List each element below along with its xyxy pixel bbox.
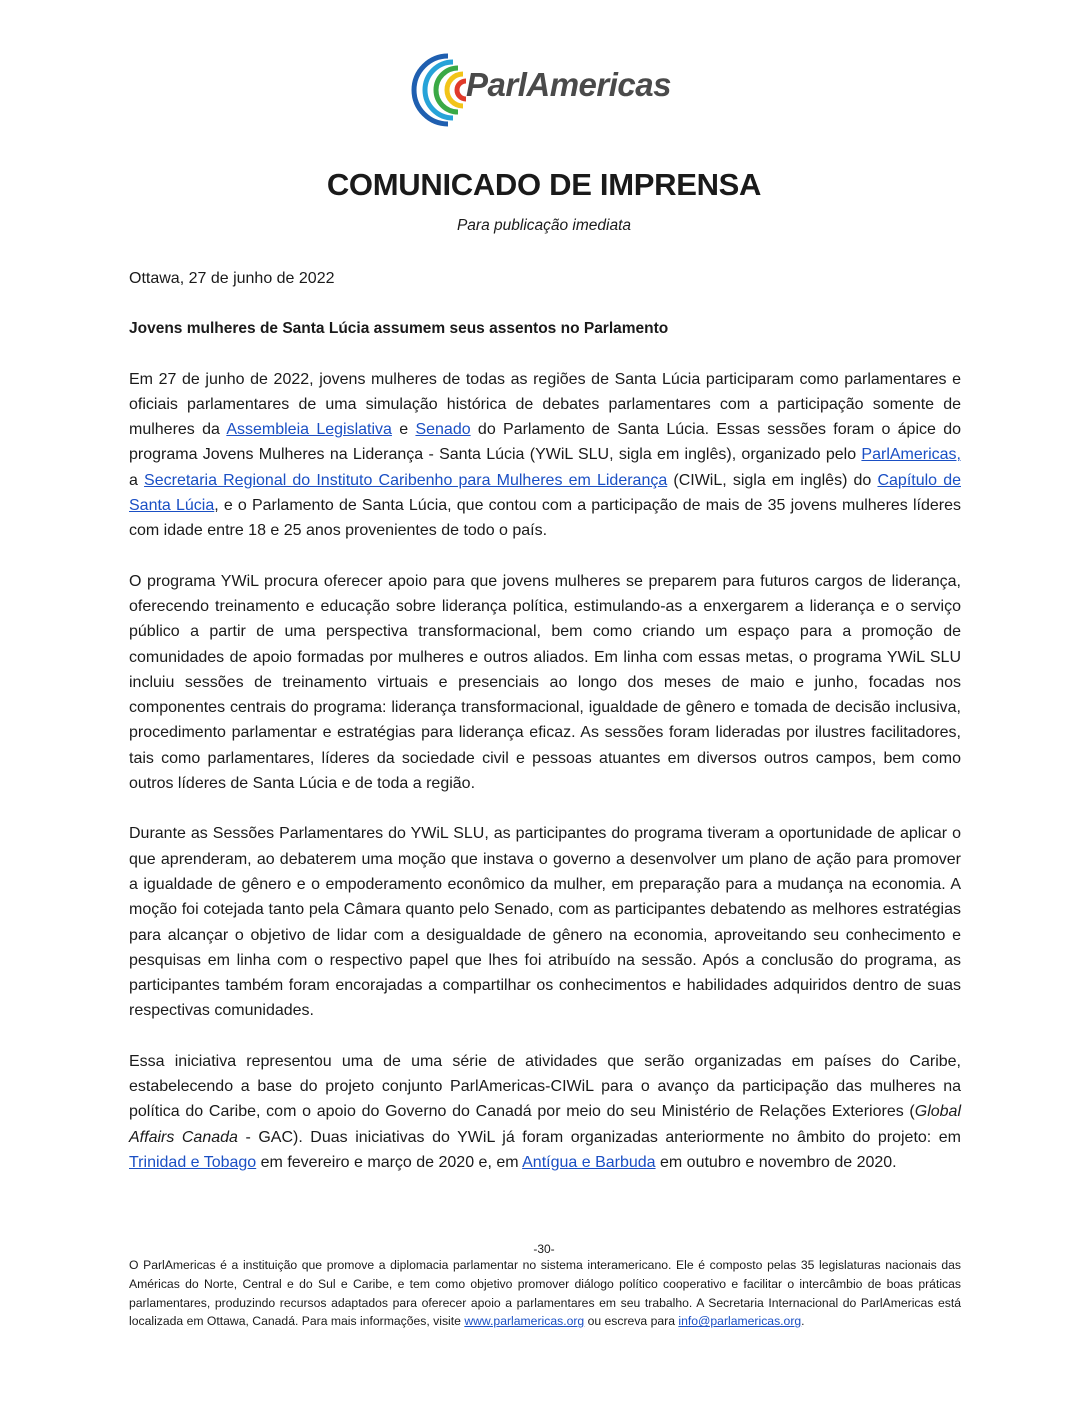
link-senado[interactable]: Senado	[415, 421, 471, 439]
footer-text: ou escreva para	[584, 1314, 679, 1329]
end-marker: -30-	[533, 1242, 555, 1256]
dateline: Ottawa, 27 de junho de 2022	[129, 270, 335, 287]
link-email[interactable]: info@parlamericas.org	[678, 1314, 802, 1329]
page-subtitle: Para publicação imediata	[456, 217, 632, 234]
article-headline: Jovens mulheres de Santa Lúcia assumem seus assentos no Parlamento	[129, 320, 669, 338]
link-antigua-barbuda[interactable]: Antígua e Barbuda	[522, 1153, 656, 1171]
paragraph-text: e	[391, 421, 416, 439]
link-assembleia-legislativa[interactable]: Assembleia Legislativa	[226, 421, 392, 439]
paragraph-text: - GAC). Duas iniciativas do YWiL já foram organizadas anteriormente no âmbito do projeto: em	[237, 1128, 961, 1146]
link-secretaria-regional[interactable]: Secretaria Regional do Instituto Caribenho para Mulheres em Liderança	[144, 471, 668, 489]
paragraph-text: em outubro e novembro de 2020.	[655, 1153, 897, 1171]
paragraph-text: Essa iniciativa representou uma de uma série de atividades que serão organizadas em países do Caribe, estabelecendo a base do projeto conjunto ParlAmericas-CIWiL para o avanço da participação das mulheres na política do Caribe, com o apoio do Governo do Canadá por meio do seu Ministério de Relações Exteriores (	[129, 1052, 961, 1121]
logo-arcs-icon	[408, 50, 468, 130]
paragraph-2: O programa YWiL procura oferecer apoio para que jovens mulheres se preparem para futuros cargos de liderança, oferecendo treinamento e educação sobre liderança política, estimulando-as a enxergarem a liderança e o serviço público a partir de uma perspectiva transformacional, bem como criando um espaço para a promoção de comunidades de apoio formadas por mulheres e outros aliados. Em linha com essas metas, o programa YWiL SLU incluiu sessões de treinamento virtuais e presenciais ao longo dos meses de maio e junho, focadas nos componentes centrais do programa: liderança transformacional, igualdade de gênero e tomada de decisão inclusiva, procedimento parlamentar e estratégias para liderança eficaz. As sessões foram lideradas por ilustres facilitadores, tais como parlamentares, líderes da sociedade civil e pessoas atuantes em diversos outros campos, bem como outros líderes de Santa Lúcia e de toda a região.	[129, 572, 961, 793]
logo-wordmark: ParlAmericas	[466, 66, 671, 103]
link-capitulo-santa-lucia[interactable]: Capítulo de Santa Lúcia	[129, 471, 961, 515]
paragraph-text: (CIWiL, sigla em inglês) do	[667, 471, 878, 489]
link-parlamericas[interactable]: ParlAmericas,	[861, 446, 961, 464]
paragraph-3: Durante as Sessões Parlamentares do YWiL SLU, as participantes do programa tiveram a oportunidade de aplicar o que aprenderam, ao debaterem uma moção que instava o governo a desenvolver um plano de ação para promover a igualdade de gênero e o empoderamento econômico da mulher, em preparação para a mudança na economia. A moção foi cotejada tanto pela Câmara quanto pelo Senado, com as participantes debatendo as melhores estratégias para alcançar o objetivo de lidar com a desigualdade de gênero na economia, aproveitando seu conhecimento e pesquisas em linha com o respectivo papel que lhes foi atribuído na sessão. Após a conclusão do programa, as participantes também foram encorajadas a compartilhar os conhecimentos e habilidades adquiridos dentro de suas respectivas comunidades.	[129, 825, 961, 1020]
paragraph-4	[129, 1049, 961, 1175]
link-trinidad-tobago[interactable]: Trinidad e Tobago	[129, 1153, 257, 1171]
paragraph-1	[129, 367, 961, 544]
footer-boilerplate	[129, 1256, 961, 1331]
paragraph-text: Em 27 de junho de 2022, jovens mulheres de todas as regiões de Santa Lúcia participaram como parlamentares e oficiais parlamentares de uma simulação histórica de debates parlamentares com a participação somente de mulheres da	[129, 370, 961, 439]
emphasis-gac: Global Affairs Canada	[129, 1103, 961, 1146]
paragraph-text: do Parlamento de Santa Lúcia. Essas sessões foram o ápice do programa Jovens Mulheres na Liderança - Santa Lúcia (YWiL SLU, sigla em inglês), organizado pelo	[129, 421, 961, 464]
footer-text: O ParlAmericas é a instituição que promove a diplomacia parlamentar no sistema interamericano. Ele é composto pelas 35 legislaturas nacionais das Américas do Norte, Central e do Sul e Caribe, e tem como objetivo promover diálogo político cooperativo e facilitar o intercâmbio de boas práticas parlamentares, produzindo recursos adaptados para oferecer apoio a parlamentares em seu trabalho. A Secretaria Internacional do ParlAmericas está localizada em Ottawa, Canadá. Para mais informações, visite	[129, 1258, 961, 1329]
paragraph-text: em fevereiro e março de 2020 e, em	[256, 1153, 523, 1171]
page-title: COMUNICADO DE IMPRENSA	[326, 167, 762, 202]
paragraph-text: , e o Parlamento de Santa Lúcia, que contou com a participação de mais de 35 jovens mulheres líderes com idade entre 18 e 25 anos provenientes de todo o país.	[129, 497, 961, 540]
link-website[interactable]: www.parlamericas.org	[464, 1314, 585, 1329]
footer-text: .	[801, 1314, 805, 1329]
article-body	[129, 266, 961, 1200]
paragraph-text: a	[129, 471, 145, 489]
parlamericas-logo	[408, 50, 698, 130]
